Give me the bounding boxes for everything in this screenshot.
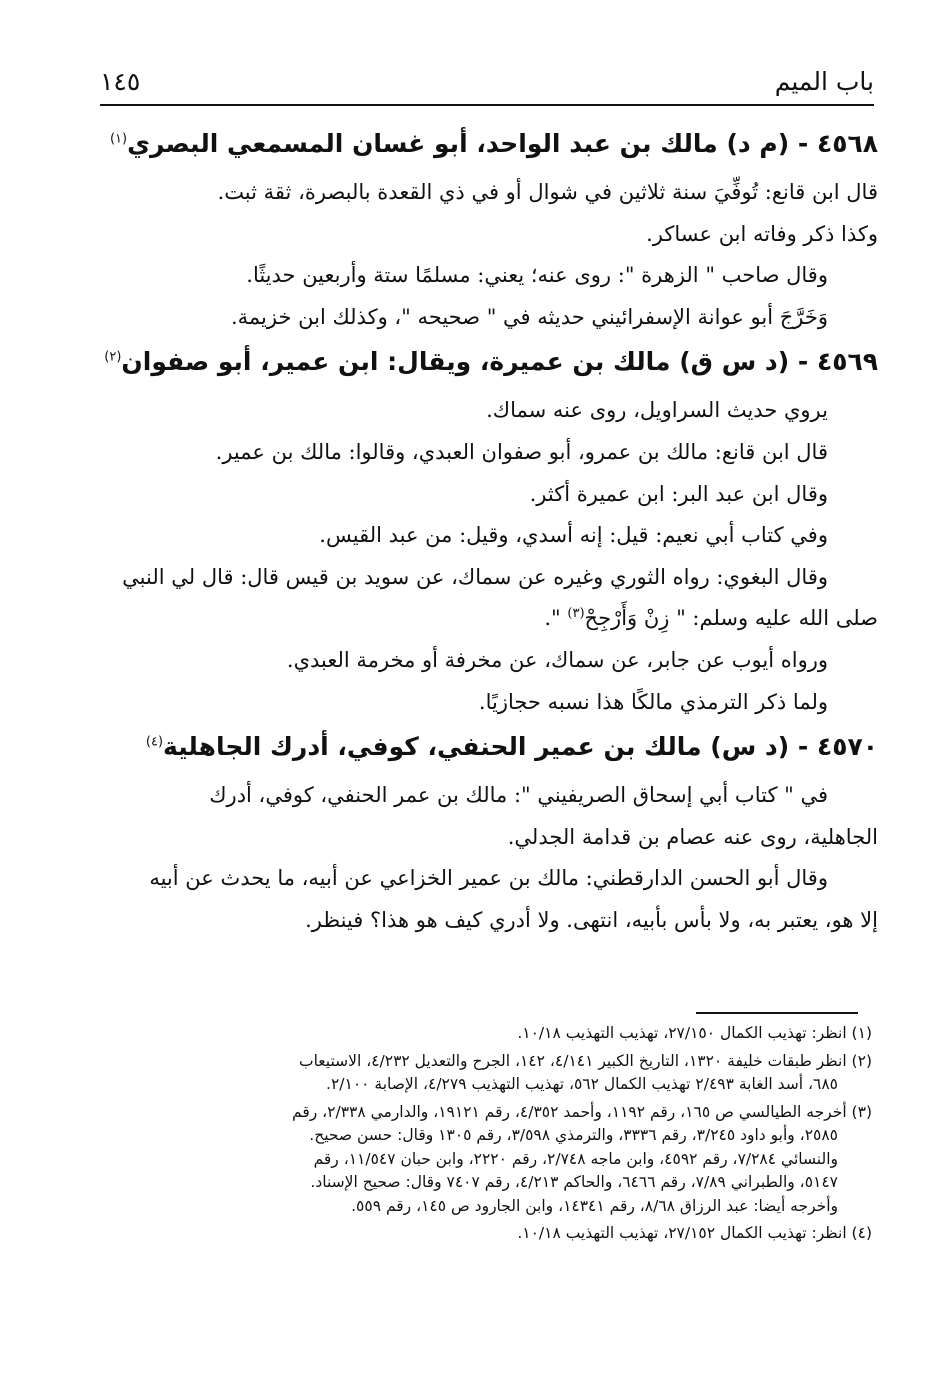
paragraph: ولما ذكر الترمذي مالكًا هذا نسبه حجازيًا.: [478, 689, 828, 714]
footnote-ref[interactable]: (٤): [145, 734, 164, 750]
paragraph: في " كتاب أبي إسحاق الصريفيني ": مالك بن عمر الحنفي، كوفي، أدرك الجاهلية، روى عنه عصام بن قدامة الجدلي.: [209, 783, 878, 849]
paragraph: قال ابن قانع: مالك بن عمرو، أبو صفوان العبدي، وقالوا: مالك بن عمير.: [215, 439, 828, 464]
footnote-divider: [696, 1012, 858, 1014]
footnote-3: (٣) أخرجه الطيالسي ص ١٦٥، رقم ١١٩٢، وأحمد ٤/٣٥٢، رقم ١٩١٢١، والدارمي ٢/٣٣٨، رقم ٢٥٨٥، وأبو داود ٣/٢٤٥، رقم ٣٣٣٦، والترمذي ٣/٥٩٨، رقم ١٣٠٥ وقال: حسن صحيح. والنسائي ٧/٢٨٤، رقم ٤٥٩٢، وابن ماجه ٢/٧٤٨، رقم ٢٢٢٠، وابن حبان ١١/٥٤٧، رقم ٥١٤٧، والطبراني ٧/٨٩، رقم ٦٤٦٦، والحاكم ٤/٢١٣، رقم ٧٤٠٧ وقال: صحيح الإسناد. وأخرجه أيضا: عبد الرزاق ٨/٦٨، رقم ١٤٣٤١، وابن الجارود ص ١٤٥، رقم ٥٥٩.: [292, 1102, 872, 1215]
chapter-title: باب الميم: [774, 67, 874, 96]
paragraph: وقال أبو الحسن الدارقطني: مالك بن عمير الخزاعي عن أبيه، ما يحدث عن أبيه إلا هو، يعتبر به، ولا بأس بأبيه، انتهى. ولا أدري كيف هو هذا؟ فينظر.: [149, 866, 878, 932]
footnotes: [92, 1022, 872, 1250]
entry-heading-4570: ٤٥٧٠ - (د س) مالك بن عمير الحنفي، كوفي، أدرك الجاهلية$^{(٤)}$: [145, 732, 878, 762]
page-number: ١٤٥: [100, 67, 141, 96]
paragraph: وقال صاحب " الزهرة ": روى عنه؛ يعني: مسلمًا ستة وأربعين حديثًا.: [246, 263, 828, 288]
entry-heading-4568: ٤٥٦٨ - (م د) مالك بن عبد الواحد، أبو غسان المسمعي البصري$^{(١)}$: [109, 129, 878, 158]
footnote-ref[interactable]: (٢): [104, 350, 122, 366]
paragraph: وفي كتاب أبي نعيم: قيل: إنه أسدي، وقيل: من عبد القيس.: [319, 523, 828, 548]
paragraph: وَخَرَّجَ أبو عوانة الإسفرائيني حديثه في " صحيحه "، وكذلك ابن خزيمة.: [230, 304, 828, 329]
footnote-1: (١) انظر: تهذيب الكمال ٢٧/١٥٠، تهذيب التهذيب ١٠/١٨.: [517, 1024, 872, 1042]
footnote-2: (٢) انظر طبقات خليفة ١٣٢٠، التاريخ الكبير ٤/١٤١، ١٤٢، الجرح والتعديل ٤/٢٣٢، الاستيعاب ٦٨٥، أسد الغابة ٢/٤٩٣ تهذيب الكمال ٥٦٢، تهذيب التهذيب ٤/٢٧٩، الإصابة ٢/١٠٠.: [298, 1051, 872, 1093]
paragraph: يروي حديث السراويل، روى عنه سماك.: [486, 398, 828, 423]
entry-heading-4569: ٤٥٦٩ - (د س ق) مالك بن عميرة، ويقال: ابن عمير، أبو صفوان$^{(٢)}$: [104, 347, 878, 377]
footnote-4: (٤) انظر: تهذيب الكمال ٢٧/١٥٢، تهذيب التهذيب ١٠/١٨.: [517, 1224, 872, 1242]
paragraph: ورواه أيوب عن جابر، عن سماك، عن مخرفة أو مخرمة العبدي.: [286, 647, 828, 672]
paragraph: وقال البغوي: رواه الثوري وغيره عن سماك، عن سويد بن قيس قال: قال لي النبي صلى الله عليه وسلم: " زِنْ وَأَرْجِحْ$^{(٣)}$ ".: [122, 564, 878, 631]
main-text: [84, 120, 878, 942]
paragraph: وقال ابن عبد البر: ابن عميرة أكثر.: [529, 481, 828, 506]
paragraph: قال ابن قانع: تُوفِّيَ سنة ثلاثين في شوال أو في ذي القعدة بالبصرة، ثقة ثبت. وكذا ذكر وفاته ابن عساكر.: [217, 180, 878, 246]
running-header: [100, 64, 874, 106]
footnote-ref[interactable]: (١): [109, 131, 128, 147]
footnote-ref[interactable]: (٣): [567, 606, 585, 622]
